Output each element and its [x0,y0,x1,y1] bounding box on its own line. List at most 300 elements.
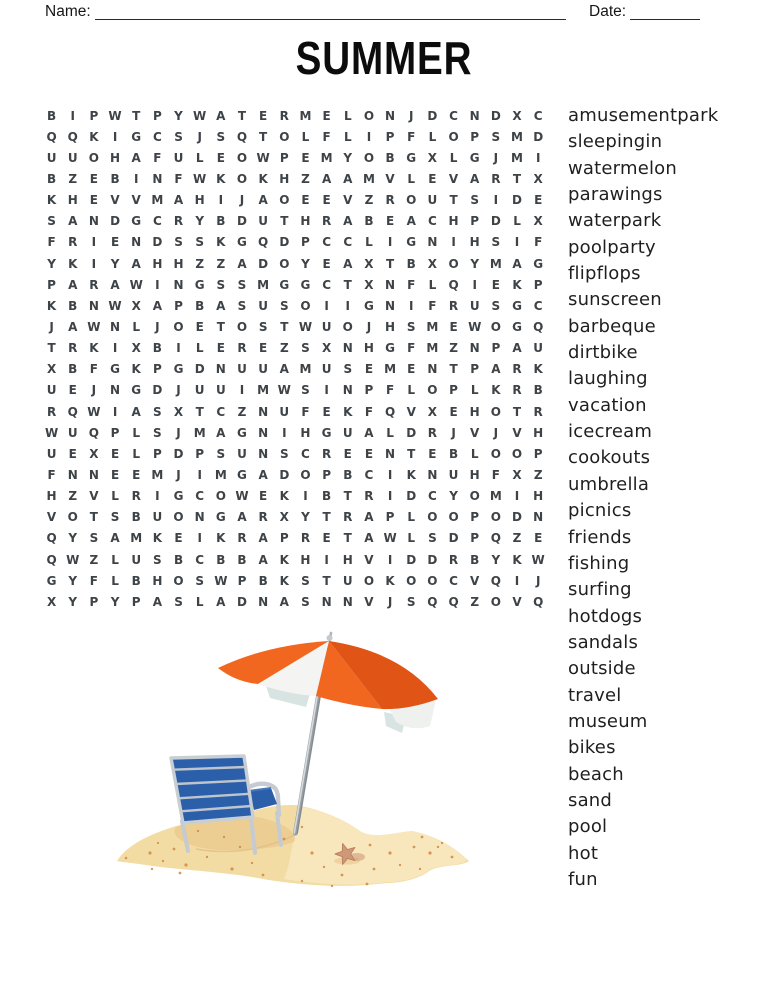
grid-letter: J [493,425,499,440]
grid-letter: L [132,425,141,440]
grid-letter: B [470,552,480,567]
grid-letter: K [131,362,141,377]
date-label: Date: [589,3,627,20]
grid-letter: R [343,510,353,525]
grid-letter: H [300,552,311,567]
grid-letter: J [197,129,202,144]
grid-letter: N [258,425,269,440]
grid-letter: F [47,235,56,250]
grid-letter: P [279,150,289,165]
grid-letter: T [280,319,289,334]
grid-letter: X [427,404,438,419]
grid-letter: X [279,510,289,525]
grid-letter: T [449,362,458,377]
grid-letter: X [364,277,374,292]
grid-letter: S [258,319,268,334]
grid-letter: N [173,277,184,292]
grid-letter: K [46,298,57,313]
grid-letter: A [321,171,332,186]
grid-letter: O [427,383,438,398]
grid-letter: U [321,362,332,377]
grid-letter: L [195,150,204,165]
grid-letter: M [299,362,312,377]
grid-letter: T [512,404,522,419]
grid-letter: X [512,467,522,482]
grid-letter: B [322,489,332,504]
grid-letter: Y [491,552,501,567]
grid-letter: I [472,277,477,292]
grid-letter: Y [301,256,310,271]
grid-letter: L [449,150,458,165]
grid-letter: K [89,341,99,356]
grid-letter: E [259,341,268,356]
grid-letter: U [67,425,78,440]
grid-letter: R [448,552,459,567]
grid-letter: T [237,108,247,123]
grid-letter: S [195,573,204,588]
grid-letter: D [427,108,438,123]
word-list-item: sandals [568,631,639,653]
grid-letter: E [407,362,416,377]
grid-letter: O [490,446,501,461]
grid-letter: S [406,319,416,334]
grid-letter: A [364,531,374,546]
grid-letter: R [300,531,311,546]
grid-letter: N [258,594,269,609]
grid-letter: G [469,150,480,165]
grid-letter: D [152,383,163,398]
grid-letter: E [110,235,120,250]
grid-letter: D [110,214,121,229]
grid-letter: H [300,214,311,229]
grid-letter: R [321,214,332,229]
grid-letter: N [385,298,396,313]
grid-letter: P [152,446,162,461]
grid-letter: F [407,277,416,292]
grid-letter: K [279,573,289,588]
grid-letter: J [91,383,97,398]
grid-letter: H [342,552,353,567]
grid-letter: S [470,193,480,208]
grid-letter: Z [301,171,310,186]
grid-letter: R [279,108,289,123]
grid-letter: W [256,150,270,165]
grid-letter: I [387,467,393,482]
grid-letter: G [533,256,544,271]
grid-letter: X [427,150,438,165]
grid-letter: R [131,489,141,504]
grid-letter: E [364,446,374,461]
grid-letter: G [46,573,57,588]
grid-letter: O [342,319,353,334]
grid-letter: I [324,298,329,313]
grid-letter: L [513,214,521,229]
grid-letter: C [301,446,310,461]
grid-letter: E [68,446,77,461]
grid-letter: D [427,552,438,567]
grid-letter: K [216,235,226,250]
grid-letter: C [152,214,162,229]
grid-letter: C [216,404,226,419]
grid-letter: O [406,573,417,588]
grid-letter: F [89,573,98,588]
grid-letter: F [428,298,437,313]
grid-letter: S [216,277,226,292]
grid-letter: P [110,425,120,440]
word-list-item: barbeque [568,315,656,337]
grid-letter: N [88,298,99,313]
grid-letter: D [512,510,522,525]
grid-letter: P [279,531,289,546]
grid-letter: U [321,319,332,334]
grid-letter: X [173,404,184,419]
grid-letter: T [385,256,395,271]
grid-letter: N [321,594,332,609]
grid-letter: I [387,552,393,567]
grid-letter: H [533,425,544,440]
grid-letter: O [448,256,459,271]
grid-letter: B [173,552,184,567]
grid-letter: Q [490,531,501,546]
grid-letter: H [46,489,57,504]
grid-letter: P [237,573,247,588]
grid-letter: S [216,446,226,461]
grid-letter: E [301,193,310,208]
grid-letter: I [197,531,202,546]
grid-letter: W [468,319,482,334]
page-title: SUMMER [295,32,473,84]
grid-letter: K [152,531,163,546]
grid-letter: A [470,171,480,186]
grid-letter: O [88,150,99,165]
grid-letter: Y [47,256,56,271]
grid-letter: S [406,594,416,609]
word-list-item: sand [568,789,613,811]
grid-letter: J [366,319,372,334]
grid-letter: U [448,467,459,482]
grid-letter: O [511,446,523,461]
grid-letter: Q [46,531,57,546]
grid-letter: Q [88,425,99,440]
grid-letter: A [258,467,268,482]
grid-letter: A [258,552,268,567]
word-list-item: fishing [568,552,630,574]
word-list-item: friends [568,526,632,548]
grid-letter: P [89,108,99,123]
grid-letter: G [279,277,290,292]
grid-letter: G [237,467,247,482]
grid-letter: Y [68,531,78,546]
grid-letter: X [533,171,543,186]
grid-letter: L [195,341,204,356]
grid-letter: W [531,552,545,567]
word-list-item: waterpark [568,210,662,232]
grid-letter: D [237,214,247,229]
grid-letter: S [153,404,162,419]
grid-letter: J [155,319,160,334]
grid-letter: V [448,171,459,186]
grid-letter: N [469,341,480,356]
grid-letter: E [259,489,268,504]
grid-letter: E [216,341,225,356]
grid-letter: X [427,256,438,271]
grid-letter: S [343,362,353,377]
grid-letter: R [448,298,459,313]
grid-letter: G [321,425,332,440]
word-list-item: pool [568,816,608,838]
grid-letter: P [385,129,395,144]
grid-letter: A [343,214,353,229]
grid-letter: H [469,467,480,482]
grid-letter: N [427,362,438,377]
grid-letter: T [343,277,352,292]
grid-letter: V [470,425,480,440]
grid-letter: D [279,467,290,482]
grid-letter: Y [68,573,78,588]
grid-letter: B [216,552,226,567]
grid-letter: N [67,467,78,482]
grid-letter: R [46,404,57,419]
grid-letter: J [176,425,181,440]
grid-letter: H [67,193,78,208]
grid-letter: B [385,150,395,165]
grid-letter: C [152,129,162,144]
grid-letter: T [216,319,225,334]
grid-letter: B [406,256,416,271]
grid-letter: I [324,383,329,398]
grid-letter: N [385,277,396,292]
grid-letter: U [533,341,544,356]
grid-letter: I [409,298,414,313]
grid-letter: W [277,383,291,398]
word-list-item: watermelon [568,157,677,179]
grid-letter: X [512,108,522,123]
grid-letter: R [427,425,438,440]
word-list-item: vacation [568,394,647,416]
word-list-item: amusementpark [568,105,719,126]
grid-letter: B [68,362,78,377]
grid-letter: O [215,489,226,504]
grid-letter: O [173,319,184,334]
grid-letter: A [68,214,78,229]
grid-letter: I [155,489,160,504]
grid-letter: Z [533,467,543,482]
grid-letter: I [282,425,287,440]
grid-letter: H [152,573,163,588]
grid-letter: D [512,193,522,208]
grid-letter: R [258,510,268,525]
grid-letter: A [68,277,78,292]
grid-letter: M [320,150,333,165]
grid-letter: U [67,150,78,165]
grid-letter: B [131,510,141,525]
grid-letter: J [451,425,456,440]
grid-letter: S [301,594,310,609]
grid-letter: E [428,171,437,186]
grid-letter: Z [512,531,522,546]
grid-letter: G [173,489,184,504]
grid-letter: A [237,256,247,271]
grid-letter: A [173,193,184,208]
grid-letter: Y [195,214,205,229]
grid-letter: G [194,277,205,292]
grid-letter: Z [470,594,480,609]
word-list-item: sleepingin [568,131,663,153]
grid-letter: N [427,467,438,482]
grid-letter: P [470,362,480,377]
word-list-item: icecream [568,421,653,443]
grid-letter: O [173,510,184,525]
grid-letter: O [236,150,248,165]
word-list-item: parawings [568,184,663,206]
grid-letter: G [173,362,184,377]
grid-letter: M [130,531,143,546]
grid-letter: O [279,256,290,271]
grid-letter: A [216,108,226,123]
grid-letter: U [194,383,205,398]
grid-letter: W [129,277,143,292]
grid-letter: P [470,510,480,525]
grid-letter: N [131,235,142,250]
grid-letter: A [131,256,141,271]
grid-letter: L [132,319,141,334]
grid-letter: A [512,256,522,271]
grid-letter: R [321,446,332,461]
grid-letter: B [68,298,78,313]
grid-letter: I [112,404,118,419]
grid-letter: N [110,383,121,398]
grid-letter: P [152,108,162,123]
grid-letter: T [407,446,416,461]
grid-letter: O [490,594,501,609]
grid-letter: E [322,256,331,271]
grid-letter: B [258,573,268,588]
word-list-item: umbrella [568,473,650,495]
grid-letter: R [89,277,99,292]
grid-letter: N [469,108,480,123]
grid-letter: S [279,298,289,313]
grid-letter: G [512,298,522,313]
grid-letter: I [535,150,541,165]
grid-letter: K [258,171,268,186]
grid-letter: D [533,129,544,144]
grid-letter: A [364,510,374,525]
grid-letter: P [152,362,162,377]
grid-letter: L [195,594,204,609]
grid-letter: P [174,298,183,313]
grid-letter: N [152,171,163,186]
grid-letter: W [108,108,122,123]
grid-letter: S [47,214,56,229]
word-list-item: travel [568,684,622,706]
grid-letter: K [216,531,226,546]
grid-letter: O [363,108,375,123]
grid-letter: O [363,150,375,165]
word-list-item: fun [568,868,598,890]
grid-letter: S [301,573,310,588]
grid-letter: S [174,594,183,609]
grid-letter: J [387,594,393,609]
grid-letter: G [237,425,247,440]
grid-letter: F [407,129,416,144]
grid-letter: W [214,573,228,588]
grid-letter: M [257,277,270,292]
grid-letter: O [363,573,375,588]
grid-letter: O [406,193,417,208]
word-list-item: flipflops [568,263,641,285]
grid-letter: F [407,341,416,356]
grid-letter: M [426,341,439,356]
grid-letter: A [152,298,162,313]
grid-letter: E [322,108,331,123]
grid-letter: N [385,446,396,461]
grid-letter: I [133,171,139,186]
grid-letter: I [155,277,160,292]
grid-letter: T [343,531,352,546]
grid-letter: U [215,383,226,398]
grid-letter: O [448,510,459,525]
grid-letter: I [176,341,181,356]
grid-letter: J [535,573,541,588]
grid-letter: L [407,171,416,186]
grid-letter: P [385,510,395,525]
grid-letter: Q [448,277,459,292]
grid-letter: P [533,277,543,292]
grid-letter: Y [301,510,310,525]
grid-letter: D [406,489,417,504]
grid-letter: V [131,193,141,208]
grid-letter: V [512,594,522,609]
grid-letter: E [301,150,310,165]
grid-letter: A [68,319,78,334]
grid-letter: U [258,214,269,229]
grid-letter: D [406,552,417,567]
grid-letter: Z [89,552,99,567]
grid-letter: E [110,446,120,461]
grid-letter: K [512,552,522,567]
grid-letter: L [428,277,437,292]
grid-letter: H [533,489,544,504]
grid-letter: D [194,362,205,377]
grid-letter: G [110,362,120,377]
grid-letter: E [534,531,543,546]
grid-letter: E [89,193,98,208]
grid-letter: D [406,425,417,440]
grid-letter: C [449,573,458,588]
grid-letter: J [409,108,414,123]
grid-letter: Q [490,573,501,588]
grid-letter: T [132,108,141,123]
grid-letter: P [195,446,205,461]
grid-letter: U [131,552,142,567]
grid-letter: H [448,214,459,229]
grid-letter: T [512,171,522,186]
grid-letter: P [470,531,480,546]
grid-letter: A [152,594,162,609]
grid-letter: Z [216,256,226,271]
grid-letter: K [279,552,289,567]
grid-letter: O [236,171,248,186]
grid-letter: A [131,404,141,419]
grid-letter: G [363,298,374,313]
grid-letter: O [490,404,501,419]
grid-letter: E [216,150,225,165]
grid-letter: P [322,467,331,482]
grid-letter: G [385,341,395,356]
grid-letter: K [491,383,501,398]
grid-letter: I [112,341,118,356]
grid-letter: I [451,235,456,250]
